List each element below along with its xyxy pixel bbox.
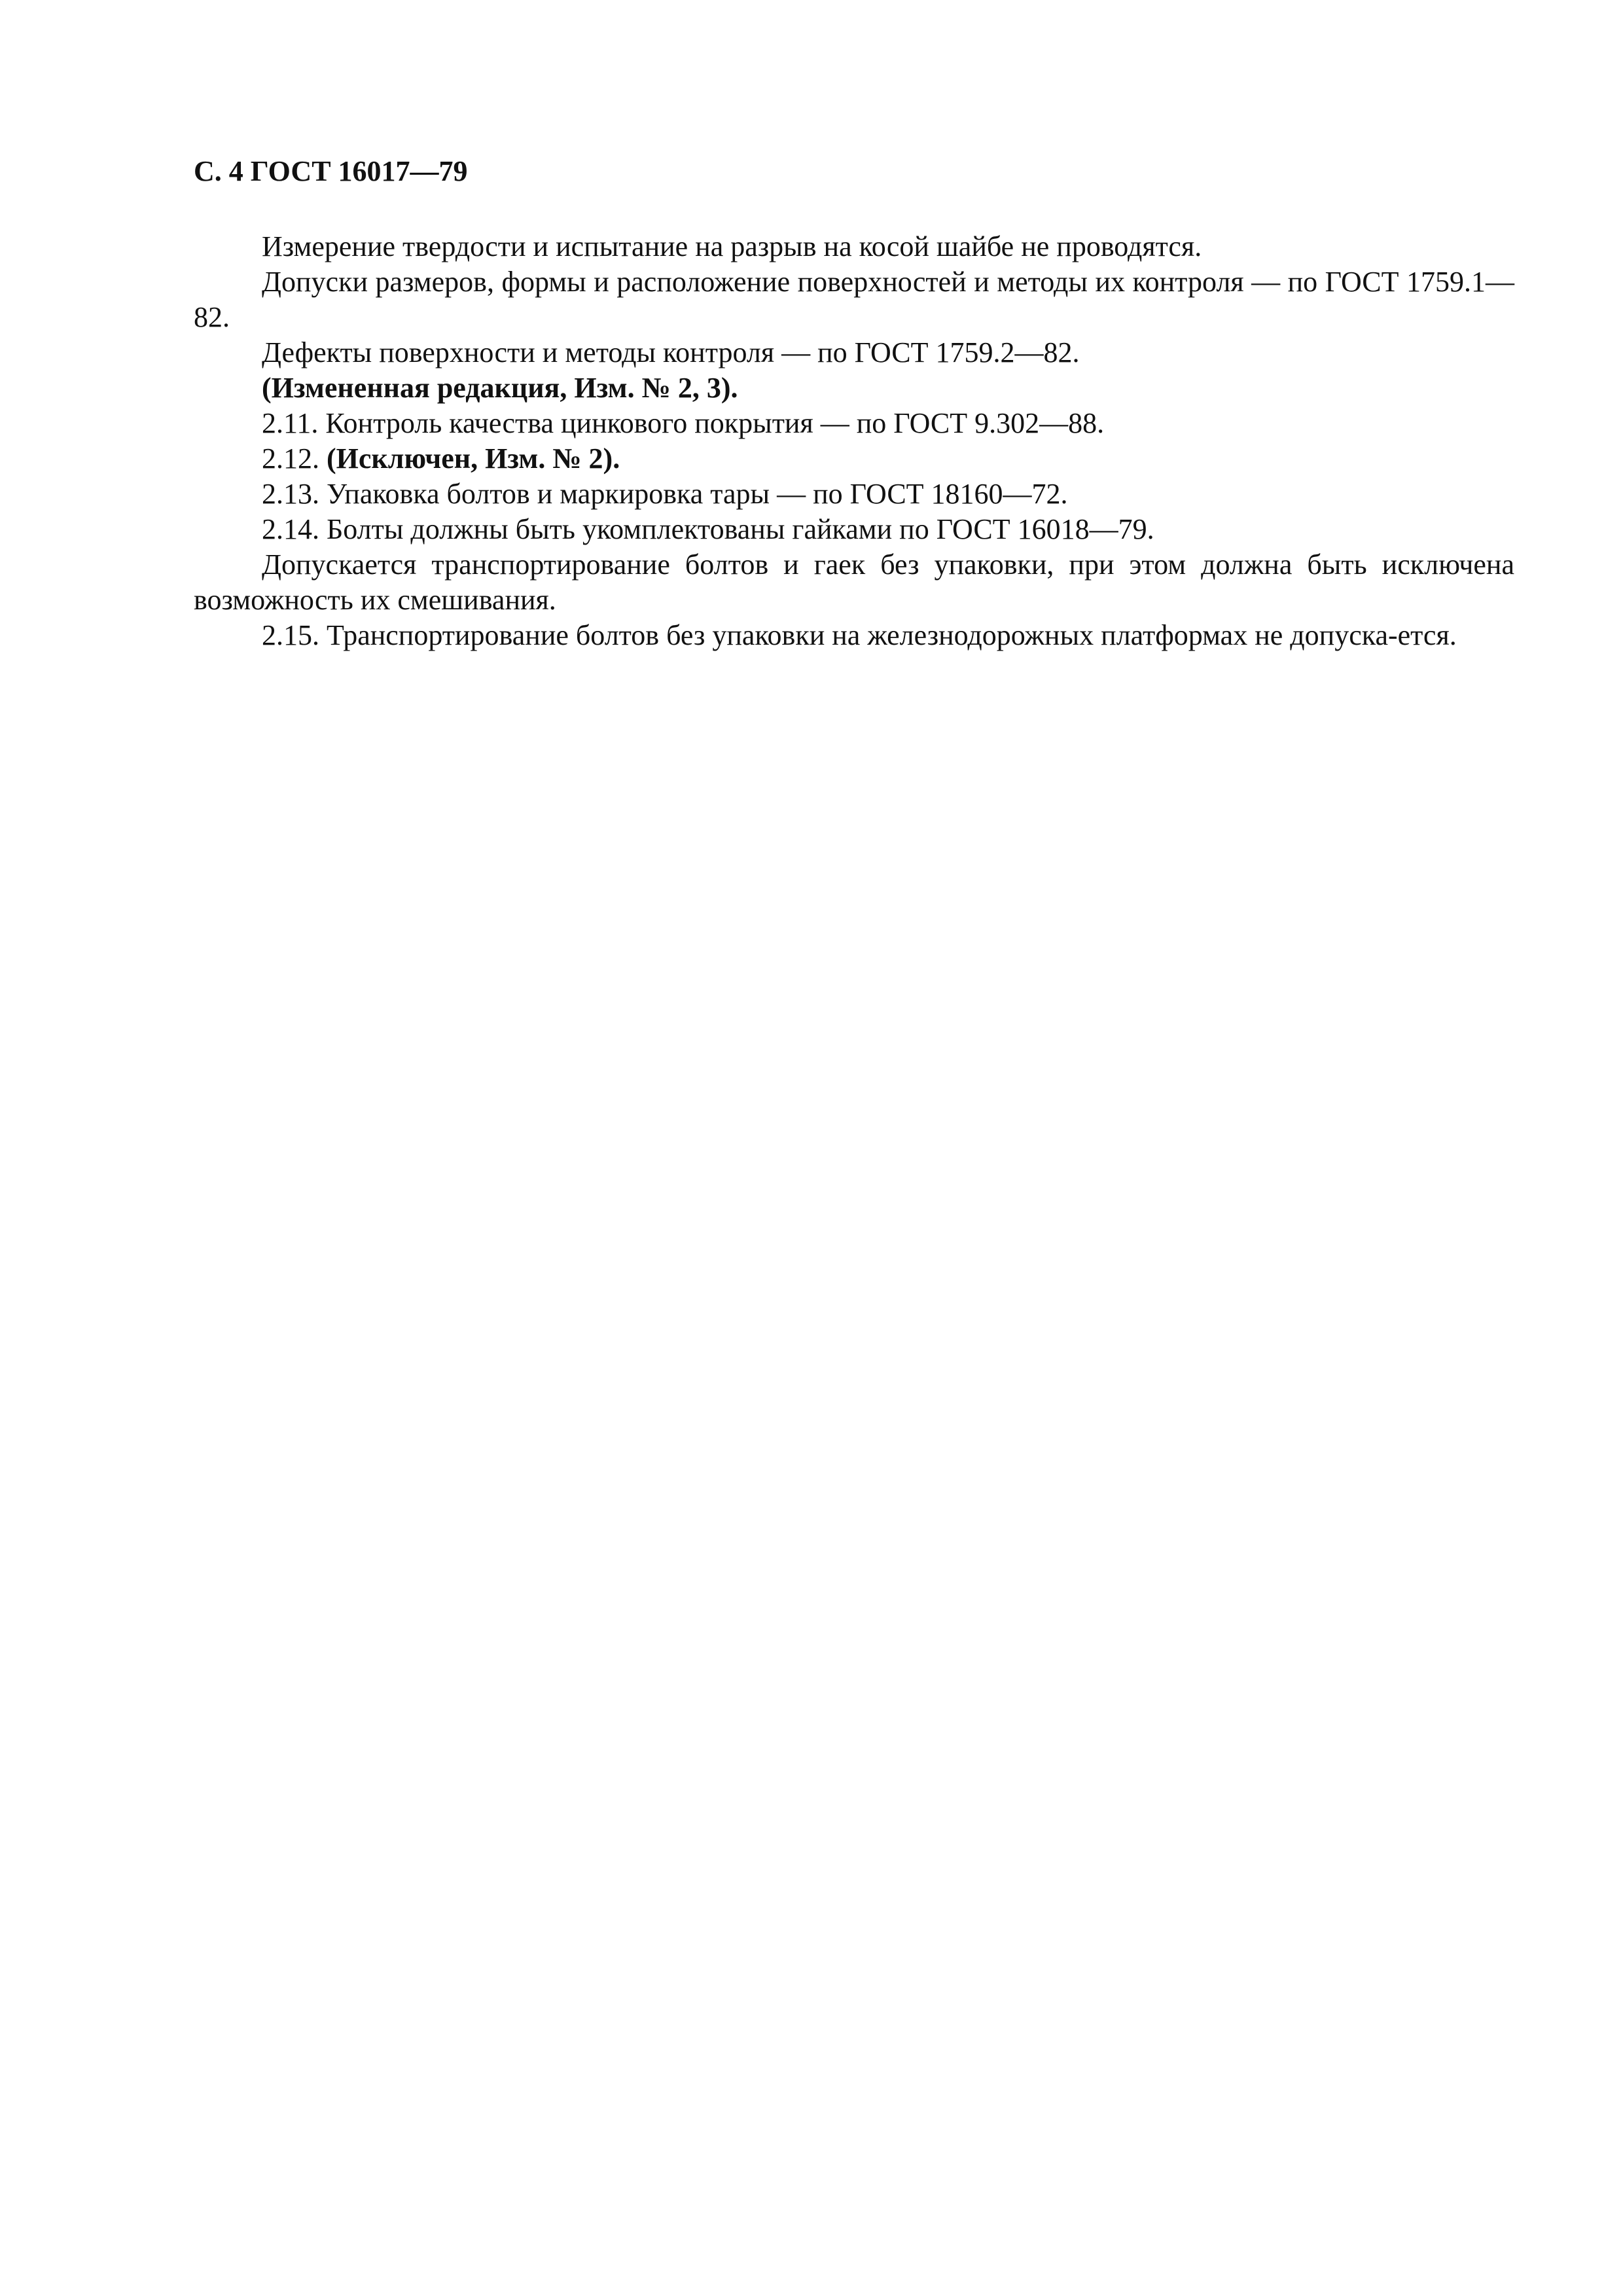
clause-text: Упаковка болтов и маркировка тары — по ГОСТ 18160—72. <box>327 478 1068 510</box>
clause-number: 2.13. <box>262 478 319 510</box>
clause-number: 2.14. <box>262 513 319 545</box>
page-header-text: С. 4 ГОСТ 16017—79 <box>194 155 468 187</box>
paragraph-hardness-test: Измерение твердости и испытание на разрыв на косой шайбе не проводятся. <box>262 230 1202 262</box>
paragraph-transport-unpacked: Допускается транспортирование болтов и гаек без упаковки, при этом должна быть исключена возможность их смешивания. <box>194 548 1514 616</box>
clause-text: Болты должны быть укомплектованы гайками по ГОСТ 16018—79. <box>327 513 1154 545</box>
clause-number: 2.15. <box>262 619 319 651</box>
document-body <box>194 229 1514 653</box>
clause-number: 2.12. <box>262 442 319 475</box>
clause-2-11 <box>194 406 1514 441</box>
clause-text: Контроль качества цинкового покрытия — по ГОСТ 9.302—88. <box>325 407 1105 439</box>
clause-2-14 <box>194 512 1514 547</box>
paragraph-surface-defects: Дефекты поверхности и методы контроля — по ГОСТ 1759.2—82. <box>262 336 1080 368</box>
clause-2-13 <box>194 476 1514 512</box>
clause-2-12 <box>194 441 1514 476</box>
clause-text: Транспортирование болтов без упаковки на железнодорожных платформах не допуска-ется. <box>327 619 1457 651</box>
clause-number: 2.11. <box>262 407 319 439</box>
paragraph-amendment-note: (Измененная редакция, Изм. № 2, 3). <box>262 372 738 404</box>
clause-2-15 <box>194 618 1514 653</box>
clause-text: (Исключен, Изм. № 2). <box>327 442 620 475</box>
page-header <box>194 152 468 191</box>
paragraph-tolerances: Допуски размеров, формы и расположение поверхностей и методы их контроля — по ГОСТ 1759.1—82. <box>194 266 1514 333</box>
